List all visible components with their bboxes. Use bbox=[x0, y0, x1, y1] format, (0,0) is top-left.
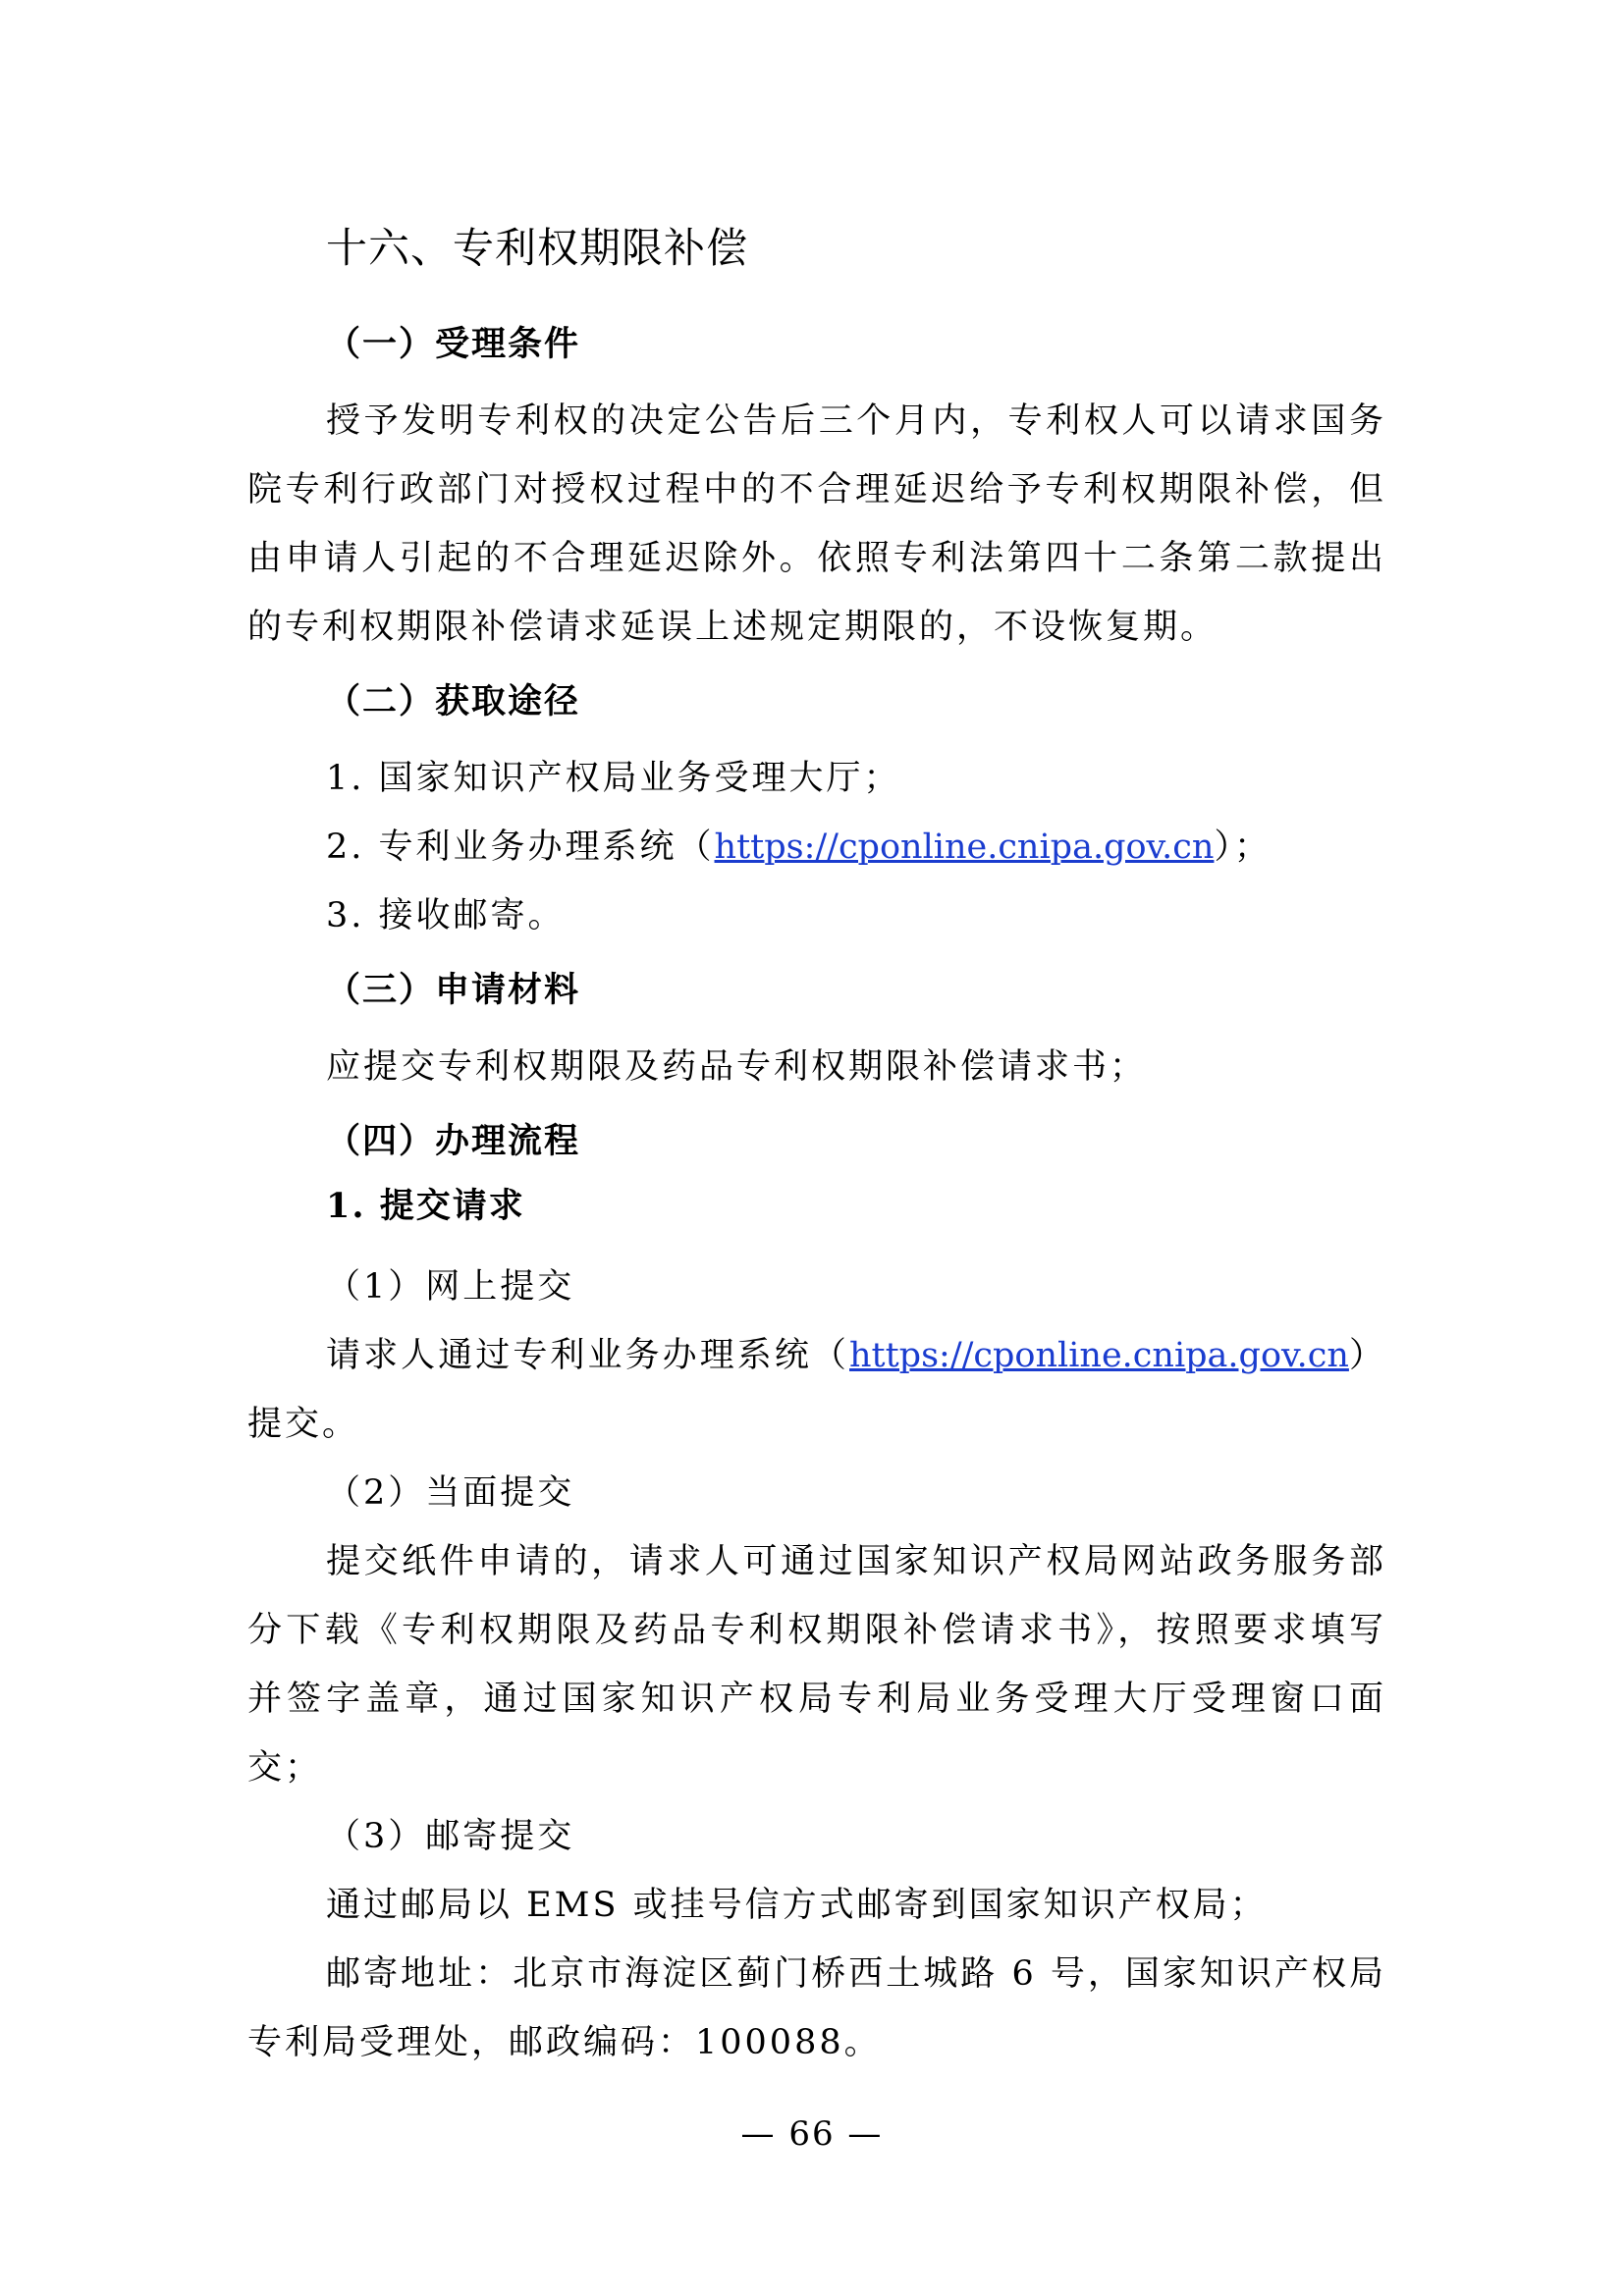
online-label: （1）网上提交 bbox=[326, 1267, 575, 1307]
in-person-label: （2）当面提交 bbox=[326, 1473, 575, 1513]
channel-item-3: 3. 接收邮寄。 bbox=[326, 896, 566, 935]
section-title: 十六、专利权期限补偿 bbox=[326, 224, 749, 272]
page-content bbox=[247, 222, 1386, 2077]
mail-label: （3）邮寄提交 bbox=[326, 1817, 575, 1856]
channel-item-1: 1. 国家知识产权局业务受理大厅； bbox=[326, 759, 901, 798]
online-suffix: ）提交。 bbox=[247, 1336, 1386, 1444]
mail-paragraph-1: 通过邮局以 EMS 或挂号信方式邮寄到国家知识产权局； bbox=[326, 1886, 1268, 1925]
online-link[interactable]: https://cponline.cnipa.gov.cn bbox=[849, 1336, 1349, 1375]
channel-item-2 bbox=[326, 813, 1386, 881]
channel-item-2-prefix: 2. 专利业务办理系统（ bbox=[326, 828, 715, 867]
channel-item-2-suffix: ）； bbox=[1214, 828, 1272, 867]
materials-paragraph: 应提交专利权期限及药品专利权期限补偿请求书； bbox=[326, 1047, 1148, 1087]
mail-paragraph-2: 邮寄地址：北京市海淀区蓟门桥西土城路 6 号，国家知识产权局专利局受理处，邮政编码：100088。 bbox=[247, 1954, 1386, 2062]
step1-heading: 1. 提交请求 bbox=[326, 1186, 525, 1226]
page-number: — 66 — bbox=[740, 2114, 884, 2154]
online-paragraph bbox=[247, 1321, 1386, 1459]
in-person-paragraph: 提交纸件申请的，请求人可通过国家知识产权局网站政务服务部分下载《专利权期限及药品专利权期限补偿请求书》，按照要求填写并签字盖章，通过国家知识产权局专利局业务受理大厅受理窗口面交； bbox=[247, 1542, 1386, 1788]
acceptance-heading: （一）受理条件 bbox=[326, 324, 581, 364]
materials-heading: （三）申请材料 bbox=[326, 970, 581, 1010]
online-prefix: 请求人通过专利业务办理系统（ bbox=[326, 1336, 849, 1375]
channels-heading: （二）获取途径 bbox=[326, 681, 581, 721]
process-heading: （四）办理流程 bbox=[326, 1121, 581, 1161]
cponline-link[interactable]: https://cponline.cnipa.gov.cn bbox=[714, 828, 1215, 867]
acceptance-paragraph: 授予发明专利权的决定公告后三个月内，专利权人可以请求国务院专利行政部门对授权过程中的不合理延迟给予专利权期限补偿，但由申请人引起的不合理延迟除外。依照专利法第四十二条第二款提出的专利权期限补偿请求延误上述规定期限的，不设恢复期。 bbox=[247, 401, 1386, 647]
